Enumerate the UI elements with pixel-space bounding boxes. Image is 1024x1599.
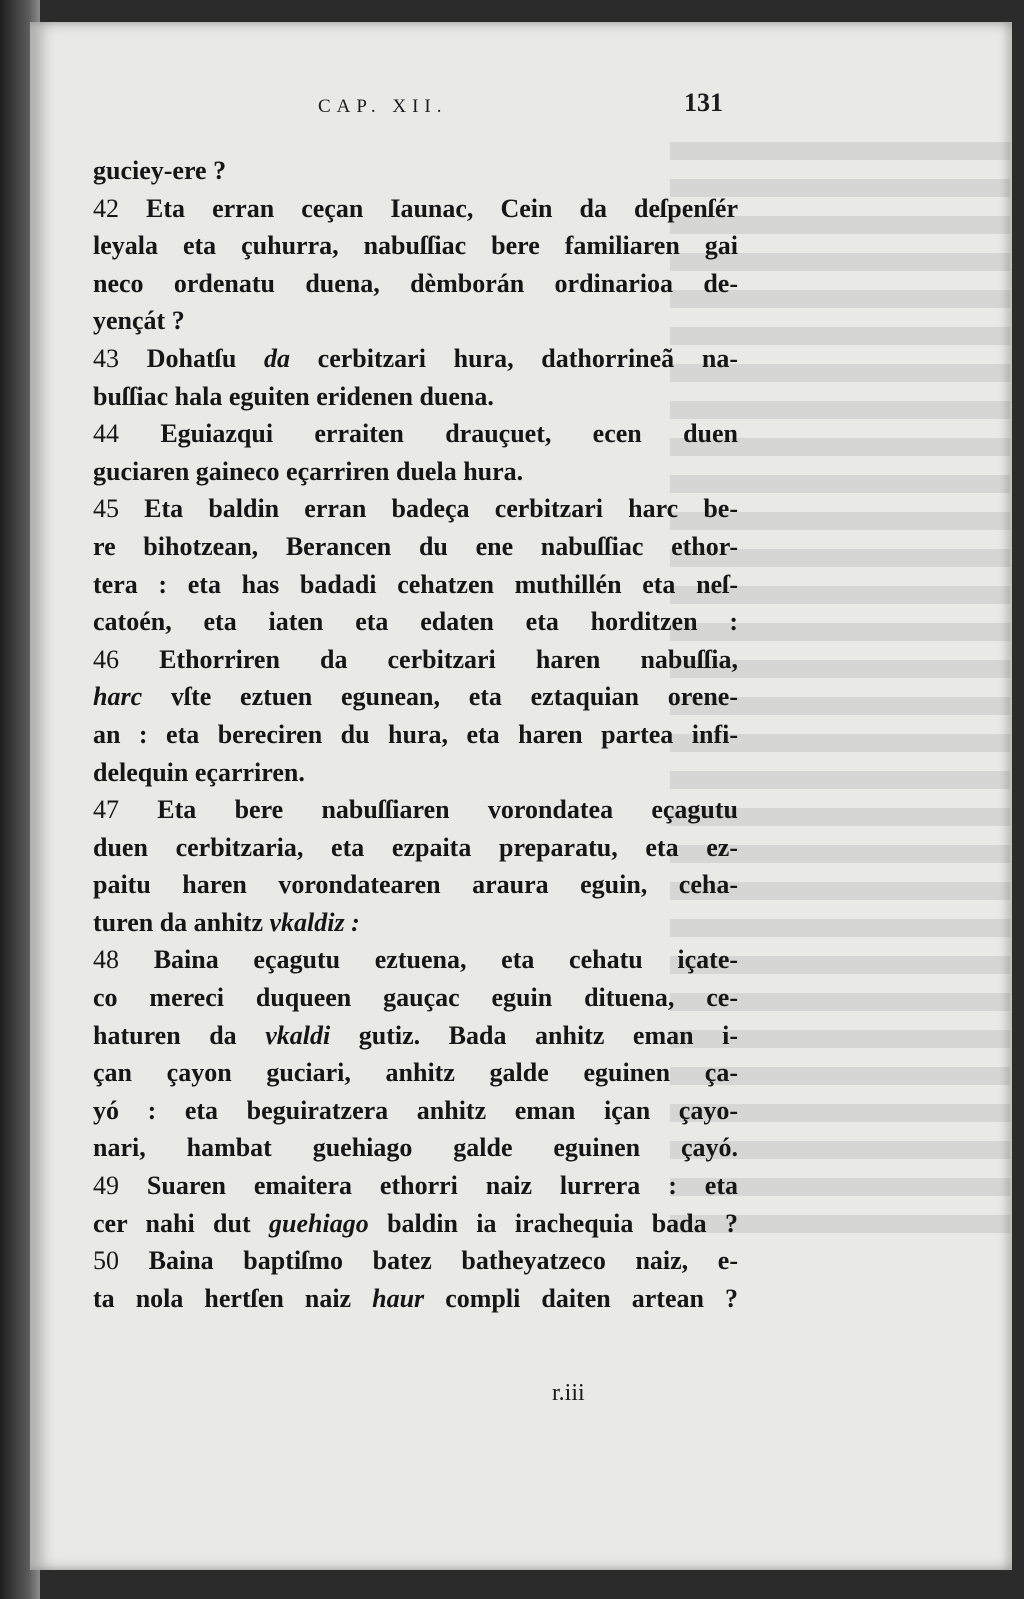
text-line (93, 941, 738, 979)
verse-number: 44 (93, 419, 161, 449)
text-segment: baldin ia irachequia bada ? (368, 1208, 739, 1238)
text-segment: yó : eta beguiratzera anhitz eman içan çayo- (93, 1095, 738, 1125)
text-segment: co mereci duqueen gauçac eguin dituena, ce- (93, 983, 738, 1013)
text-line (93, 1017, 738, 1055)
text-line (93, 1167, 738, 1205)
text-line (93, 641, 738, 679)
text-segment: turen da anhitz (93, 907, 270, 937)
text-segment: vſte eztuen egunean, eta eztaquian orene- (142, 682, 738, 712)
verse-number: 47 (93, 795, 158, 825)
text-segment: buſſiac hala eguiten eridenen duena. (93, 381, 494, 411)
text-segment: cerbitzari hura, dathorrineã na- (289, 343, 739, 373)
text-line (93, 453, 738, 491)
text-line (93, 866, 738, 904)
text-line (93, 190, 738, 228)
text-segment: vkaldi (265, 1020, 331, 1050)
text-segment: haturen da (93, 1020, 266, 1050)
page-header (0, 88, 1024, 128)
verse-number: 45 (93, 494, 145, 524)
text-segment: catoén, eta iaten eta edaten eta horditzen : (93, 607, 738, 637)
text-segment: guciaren gaineco eçarriren duela hura. (93, 456, 524, 486)
text-segment: guehiago (269, 1208, 369, 1238)
text-line (93, 265, 738, 303)
text-line (93, 791, 738, 829)
text-line (93, 1205, 738, 1243)
page-number: 131 (684, 88, 723, 117)
text-segment: cer nahi dut (93, 1208, 270, 1238)
text-segment: Eguiazqui erraiten drauçuet, ecen duen (160, 419, 738, 449)
text-segment: tera : eta has badadi cehatzen muthillén eta neſ- (93, 569, 738, 599)
text-segment: vkaldiz : (269, 907, 360, 937)
text-line (93, 754, 738, 792)
verse-number: 43 (93, 343, 147, 373)
text-segment: harc (93, 682, 143, 712)
text-segment: Eta erran ceçan Iaunac, Cein da deſpenſér (146, 193, 739, 223)
text-segment: neco ordenatu duena, dèmborán ordinarioa de- (93, 268, 738, 298)
text-segment: Suaren emaitera ethorri naiz lurrera : eta (146, 1171, 738, 1201)
text-line (93, 378, 738, 416)
text-segment: duen cerbitzaria, eta ezpaita preparatu, eta ez- (93, 832, 738, 862)
text-line (93, 227, 738, 265)
text-line (93, 829, 738, 867)
verse-number: 48 (93, 945, 154, 975)
verse-number: 49 (93, 1171, 147, 1201)
text-segment: Eta baldin erran badeça cerbitzari harc be- (144, 494, 738, 524)
text-segment: ta nola hertſen naiz (93, 1283, 373, 1313)
text-line (93, 603, 738, 641)
body-text (93, 152, 738, 1317)
text-segment: gutiz. Bada anhitz eman i- (330, 1020, 738, 1050)
text-line (93, 302, 738, 340)
text-line (93, 1129, 738, 1167)
text-line (93, 152, 738, 190)
text-line (93, 1092, 738, 1130)
verse-number: 50 (93, 1246, 149, 1276)
text-line (93, 904, 738, 942)
text-line (93, 340, 738, 378)
verse-number: 42 (93, 193, 147, 223)
text-segment: delequin eçarriren. (93, 757, 305, 787)
text-segment: Dohatſu (146, 343, 264, 373)
text-line (93, 678, 738, 716)
text-segment: Ethorriren da cerbitzari haren nabuſſia, (159, 644, 739, 674)
text-segment: Eta bere nabuſſiaren vorondatea eçagutu (157, 795, 739, 825)
text-line (93, 415, 738, 453)
text-segment: guciey-ere ? (93, 156, 227, 185)
text-segment: paitu haren vorondatearen araura eguin, ceha- (93, 870, 738, 900)
text-segment: Baina eçagutu eztuena, eta cehatu içate- (153, 945, 739, 975)
text-segment: haur (372, 1283, 425, 1313)
text-line (93, 490, 738, 528)
text-segment: yençát ? (93, 306, 185, 336)
text-line (93, 1242, 738, 1280)
text-line (93, 716, 738, 754)
text-segment: da (263, 343, 290, 373)
running-head: CAP. XII. (318, 96, 448, 117)
text-line (93, 566, 738, 604)
text-segment: Baina baptiſmo batez batheyatzeco naiz, e- (148, 1246, 739, 1276)
text-segment: re bihotzean, Berancen du ene nabuſſiac ethor- (93, 531, 738, 561)
text-line (93, 979, 738, 1017)
signature-mark: r.iii (552, 1380, 585, 1406)
text-line (93, 528, 738, 566)
text-segment: an : eta bereciren du hura, eta haren partea infi- (93, 719, 738, 749)
text-segment: compli daiten artean ? (424, 1283, 738, 1313)
text-segment: çan çayon guciari, anhitz galde eguinen ça- (93, 1058, 738, 1088)
verse-number: 46 (93, 644, 160, 674)
text-line (93, 1054, 738, 1092)
text-segment: leyala eta çuhurra, nabuſſiac bere familiaren gai (93, 231, 738, 261)
text-segment: nari, hambat guehiago galde eguinen çayó. (93, 1133, 738, 1163)
text-line (93, 1280, 738, 1318)
